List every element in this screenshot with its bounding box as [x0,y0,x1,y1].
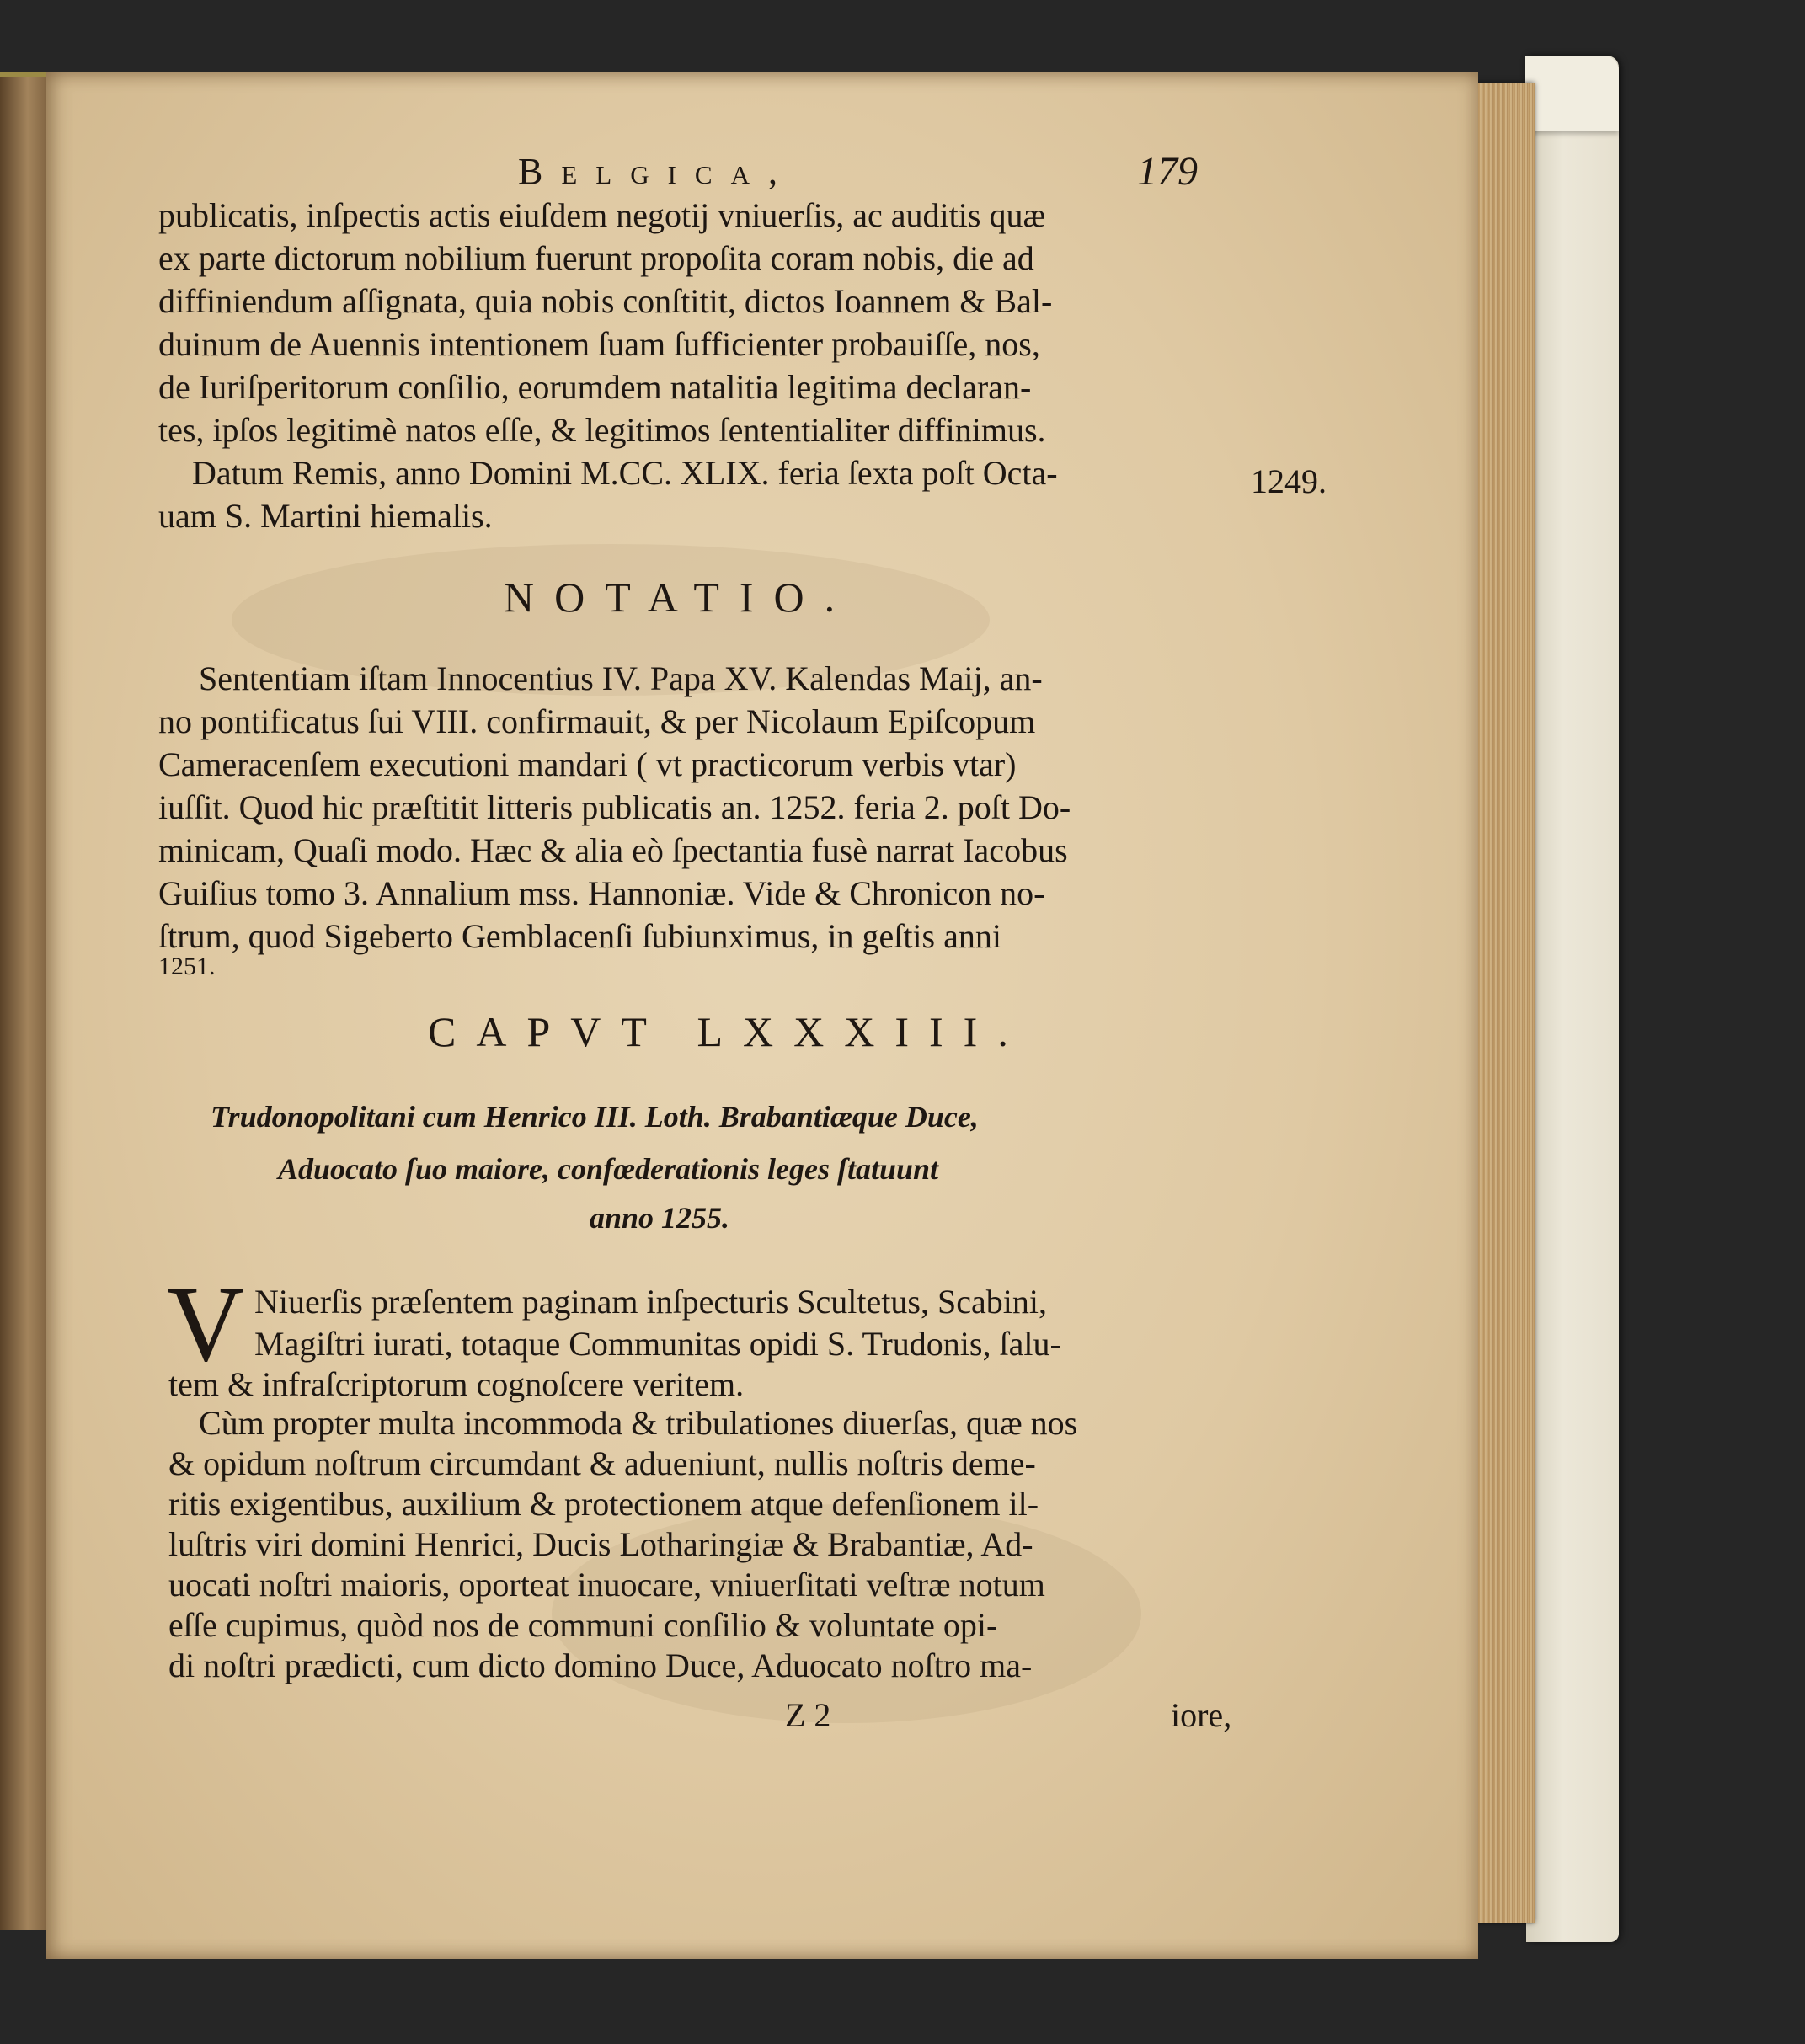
text-line: minicam, Quaſi modo. Hæc & alia eò ſpectantia fusè narrat Iacobus [158,831,1068,869]
text-line: luſtris viri domini Henrici, Ducis Lotharingiæ & Brabantiæ, Ad- [168,1525,1033,1563]
margin-note-year: 1249. [1251,462,1327,500]
text-line: Cùm propter multa incommoda & tribulationes diuerſas, quæ nos [199,1404,1078,1442]
drop-cap: V [167,1264,245,1384]
text-line: & opidum noſtrum circumdant & adueniunt, nullis noſtris deme- [168,1444,1036,1482]
signature-mark: Z 2 [785,1696,831,1734]
chapter-subtitle-line: anno 1255. [590,1201,730,1235]
text-line: publicatis, inſpectis actis eiuſdem negotij vniuerſis, ac auditis quæ [158,196,1046,234]
text-line: Niuerſis præſentem paginam inſpecturis Scultetus, Scabini, [254,1283,1047,1321]
text-line: di noſtri prædicti, cum dicto domino Duce, Aduocato noſtro ma- [168,1646,1033,1684]
text-line: iuſſit. Quod hic præſtitit litteris publicatis an. 1252. feria 2. poſt Do- [158,788,1071,826]
text-line: no pontificatus ſui VIII. confirmauit, & per Nicolaum Epiſcopum [158,702,1036,740]
vellum-binding-top [1525,56,1619,131]
left-page-edge [0,77,51,1930]
chapter-subtitle-line: Aduocato ſuo maiore, confœderationis leges ſtatuunt [278,1152,939,1186]
text-line: duinum de Auennis intentionem ſuam ſufficienter probauiſſe, nos, [158,325,1040,363]
text-line: de Iuriſperitorum conſilio, eorumdem natalitia legitima declaran- [158,368,1032,406]
notatio-heading: NOTATIO. [504,574,856,621]
text-line: uam S. Martini hiemalis. [158,497,493,535]
vellum-binding [1526,56,1619,1942]
catchword: iore, [1171,1696,1232,1734]
text-line: Cameracenſem executioni mandari ( vt practicorum verbis vtar) [158,745,1017,783]
running-header: Belgica, [518,151,796,192]
page-number: 179 [1137,149,1198,194]
text-line: tes, ipſos legitimè natos eſſe, & legitimos ſententialiter diffinimus. [158,411,1046,449]
text-line: eſſe cupimus, quòd nos de communi conſilio & voluntate opi- [168,1606,998,1644]
text-line: uocati noſtri maioris, oporteat inuocare, vniuerſitati veſtræ notum [168,1566,1045,1604]
text-line: ex parte dictorum nobilium fuerunt propoſita coram nobis, die ad [158,239,1034,277]
text-line: tem & infraſcriptorum cognoſcere veritem. [168,1365,745,1403]
text-line: ritis exigentibus, auxilium & protectionem atque defenſionem il- [168,1485,1039,1523]
text-line: Datum Remis, anno Domini M.CC. XLIX. feria ſexta poſt Octa- [192,454,1058,492]
text-line: Guiſius tomo 3. Annalium mss. Hannoniæ. Vide & Chronicon no- [158,874,1045,912]
text-line: 1251. [158,953,216,980]
chapter-heading: CAPVT LXXXIII. [428,1008,1028,1055]
chapter-subtitle-line: Trudonopolitani cum Henrico III. Loth. Brabantiæque Duce, [211,1100,979,1134]
text-line: ſtrum, quod Sigeberto Gemblacenſi ſubiunximus, in geſtis anni [158,917,1001,955]
text-line: Magiſtri iurati, totaque Communitas opidi S. Trudonis, ſalu- [254,1325,1061,1363]
text-line: Sententiam iſtam Innocentius IV. Papa XV. Kalendas Maij, an- [199,659,1043,697]
text-line: diffiniendum aſſignata, quia nobis conſtitit, dictos Ioannem & Bal- [158,282,1053,320]
